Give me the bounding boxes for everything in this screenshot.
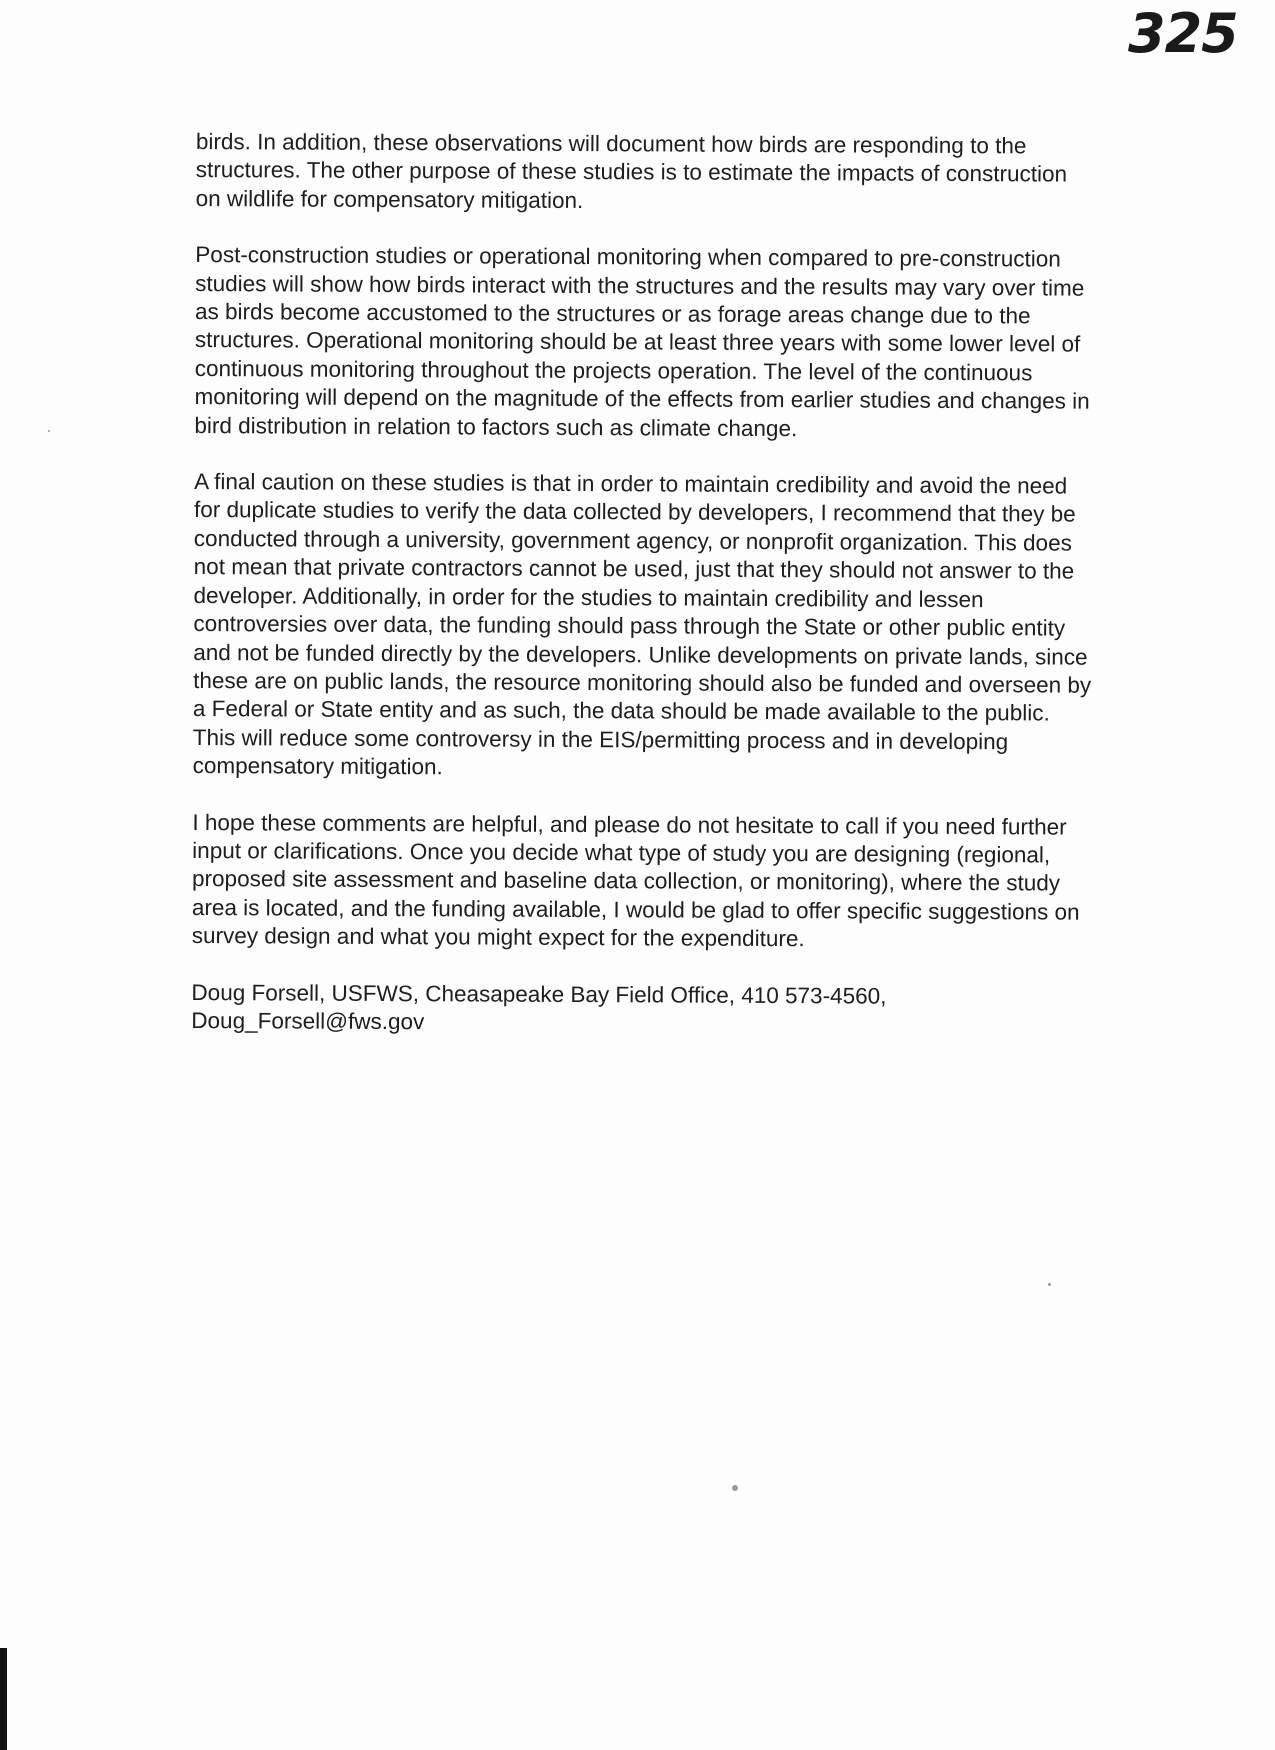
handwritten-page-number: 325 (1128, 2, 1238, 65)
paragraph-bird-observations: birds. In addition, these observations will document how birds are responding to the structures. The other purpose of these studies is to estimate the impacts of construction on wildlife for compensatory mitigation. (195, 128, 1068, 213)
paragraph-closing-remarks: I hope these comments are helpful, and please do not hesitate to call if you need further input or clarifications. Once you decide what type of study you are designing (regional, proposed site assessment and baseline data collection, or monitoring), where the study area is located, and the funding available, I would be glad to offer specific suggestions on survey design and what you might expect for the expenditure. (191, 809, 1080, 952)
scan-speck (48, 430, 50, 432)
scan-edge-mark (0, 1648, 7, 1750)
scan-speck (732, 1485, 738, 1491)
scan-speck (1048, 1283, 1051, 1286)
signature-block (191, 979, 1091, 1041)
paragraph-final-caution: A final caution on these studies is that in order to maintain credibility and avoid the need for duplicate studies to verify the data collected by developers, I recommend that they be conducted through a university, government agency, or nonprofit organization. This does not mean that private contractors cannot be used, just that they should not answer to the developer. Additionally, in order for the studies to maintain credibility and lessen controversies over data, the funding should pass through the State or other public entity and not be funded directly by the developers. Unlike developments on private lands, since these are on public lands, the resource monitoring should also be funded and overseen by a Federal or State entity and as such, the data should be made available to the public. This will reduce some controversy in the EIS/permitting process and in developing compensatory mitigation. (192, 469, 1092, 780)
signature-contact-line: Doug Forsell, USFWS, Cheasapeake Bay Field Office, 410 573-4560, (191, 979, 887, 1009)
signature-email: Doug_Forsell@fws.gov (191, 1007, 425, 1035)
letter-body (191, 128, 1096, 1040)
paragraph-post-construction-monitoring: Post-construction studies or operational monitoring when compared to pre-construction studies will show how birds interact with the structures and the results may vary over time as birds become accustomed to the structures or as forage areas change due to the structures. Operational monitoring should be at least three years with some lower level of continuous monitoring throughout the projects operation. The level of the continuous monitoring will depend on the magnitude of the effects from earlier studies and changes in bird distribution in relation to factors such as climate change. (194, 242, 1090, 441)
